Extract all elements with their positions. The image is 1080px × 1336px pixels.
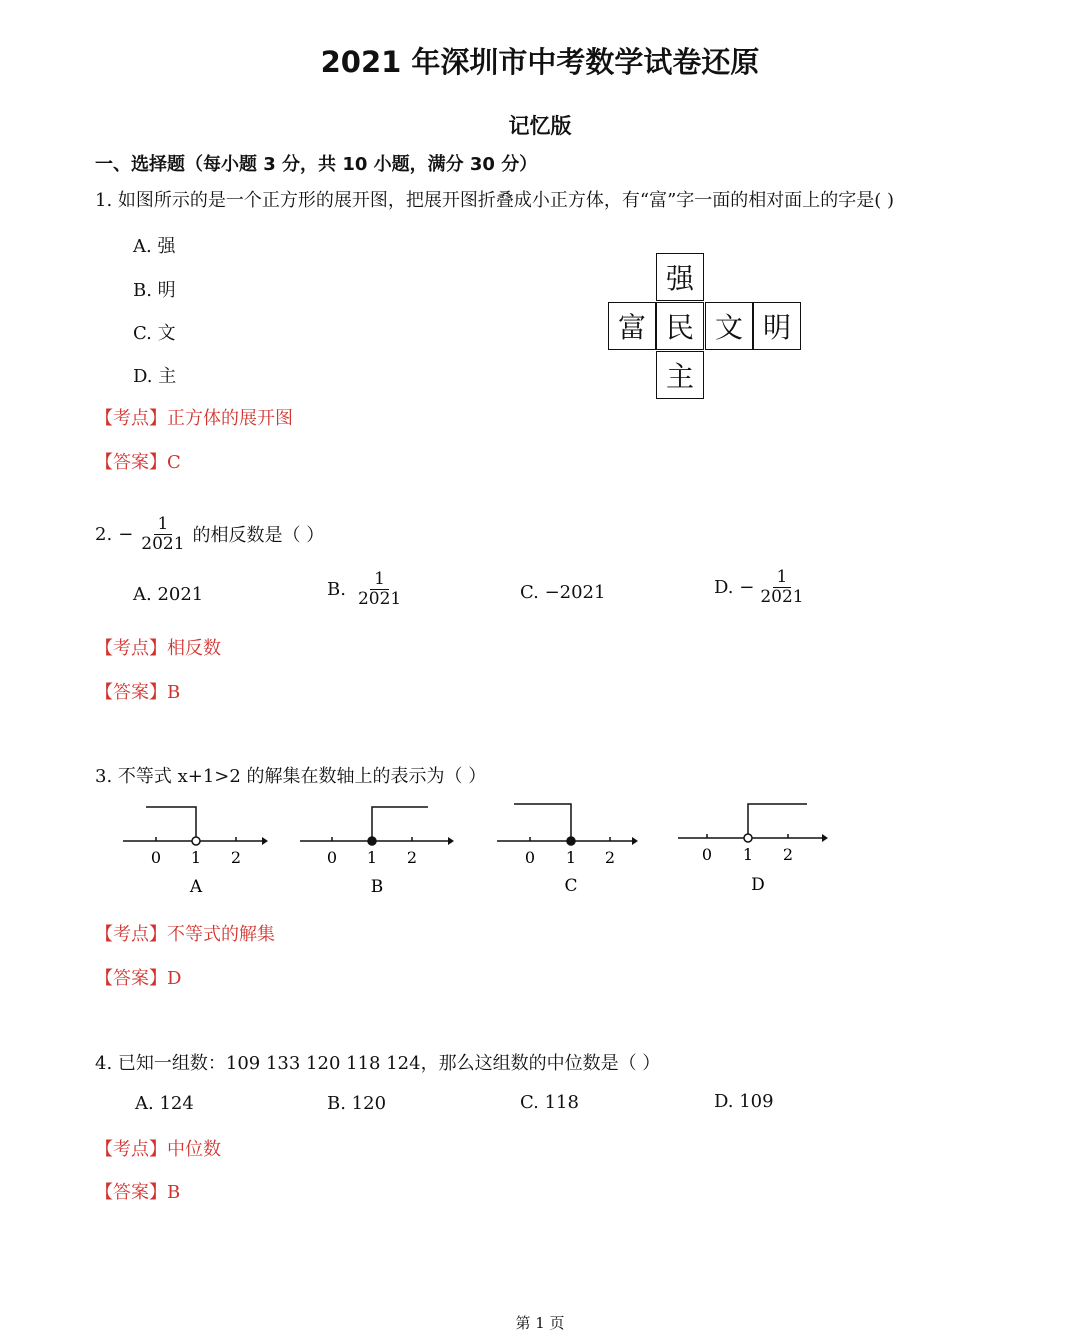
q4-answer: 【答案】B [95, 1182, 181, 1203]
q1-option-c: C. 文 [133, 323, 176, 344]
tick-1: 1 [742, 845, 754, 864]
q2-option-a: A. 2021 [133, 584, 204, 605]
tick-2: 2 [604, 848, 616, 867]
page-title: 2021 年深圳市中考数学试卷还原 [320, 45, 760, 79]
q2-option-d-fraction [758, 568, 805, 606]
net-cell-top: 强 [656, 253, 704, 301]
question-3-text: 3. 不等式 x+1>2 的解集在数轴上的表示为（ ） [95, 766, 487, 787]
q2-option-b [327, 570, 403, 608]
q2-kaodian: 【考点】相反数 [95, 638, 221, 659]
net-cell-row-2: 民 [656, 302, 704, 350]
tick-0: 0 [701, 845, 713, 864]
q2-option-b-numerator: 1 [370, 570, 389, 590]
q4-option-c: C. 118 [520, 1092, 579, 1113]
q2-answer: 【答案】B [95, 682, 181, 703]
net-cell-row-1: 富 [608, 302, 656, 350]
page-subtitle: 记忆版 [508, 114, 572, 138]
q2-option-d-label: D. − [714, 576, 755, 598]
tick-2: 2 [406, 848, 418, 867]
label-c: C [564, 876, 578, 896]
q4-option-b: B. 120 [327, 1093, 387, 1114]
q1-option-d: D. 主 [133, 366, 177, 387]
net-cell-bottom: 主 [656, 351, 704, 399]
number-line-figures [0, 795, 1080, 905]
q2-stem: 的相反数是（ ） [192, 525, 325, 547]
net-cell-row-3: 文 [705, 302, 753, 350]
q4-kaodian: 【考点】中位数 [95, 1139, 221, 1160]
q2-option-b-label: B. [327, 578, 346, 600]
q4-option-d: D. 109 [714, 1091, 774, 1112]
q2-negative-sign: − [118, 523, 134, 545]
q4-option-a: A. 124 [135, 1093, 194, 1114]
tick-1: 1 [366, 848, 378, 867]
question-2-text [95, 515, 324, 553]
q2-fraction-numerator: 1 [154, 515, 173, 535]
label-a: A [189, 877, 203, 897]
q1-answer: 【答案】C [95, 452, 181, 473]
tick-0: 0 [326, 848, 338, 867]
tick-0: 0 [524, 848, 536, 867]
tick-2: 2 [782, 845, 794, 864]
q2-option-c: C. −2021 [520, 582, 606, 603]
tick-1: 1 [190, 848, 202, 867]
label-d: D [751, 875, 765, 895]
number-line-b [300, 807, 454, 897]
cube-net-figure [608, 253, 804, 401]
number-line-a [123, 807, 268, 897]
tick-0: 0 [150, 848, 162, 867]
q1-option-a: A. 强 [133, 236, 176, 257]
q2-option-d-numerator: 1 [773, 568, 792, 588]
q2-fraction-denominator: 2021 [141, 533, 185, 554]
q1-kaodian: 【考点】正方体的展开图 [95, 408, 293, 429]
number-line-d [678, 804, 828, 895]
question-1-text: 1. 如图所示的是一个正方形的展开图，把展开图折叠成小正方体，有“富”字一面的相对面上的字是( ) [95, 190, 895, 211]
q2-option-b-denominator: 2021 [357, 588, 402, 609]
q2-option-d-denominator: 2021 [760, 586, 804, 607]
net-cell-row-4: 明 [753, 302, 801, 350]
q2-option-b-fraction [356, 570, 403, 608]
q3-answer: 【答案】D [95, 968, 182, 989]
q3-kaodian: 【考点】不等式的解集 [95, 924, 275, 945]
tick-2: 2 [230, 848, 242, 867]
q1-option-b: B. 明 [133, 280, 176, 301]
label-b: B [370, 877, 384, 897]
q2-option-d [714, 568, 806, 606]
number-line-c [497, 804, 638, 896]
q2-fraction [139, 515, 186, 553]
q2-number: 2. [95, 523, 113, 545]
page-number: 第 1 页 [515, 1314, 565, 1332]
section-heading: 一、选择题（每小题 3 分，共 10 小题，满分 30 分） [95, 154, 538, 175]
question-4-text: 4. 已知一组数：109 133 120 118 124，那么这组数的中位数是（ ） [95, 1053, 661, 1074]
tick-1: 1 [565, 848, 577, 867]
